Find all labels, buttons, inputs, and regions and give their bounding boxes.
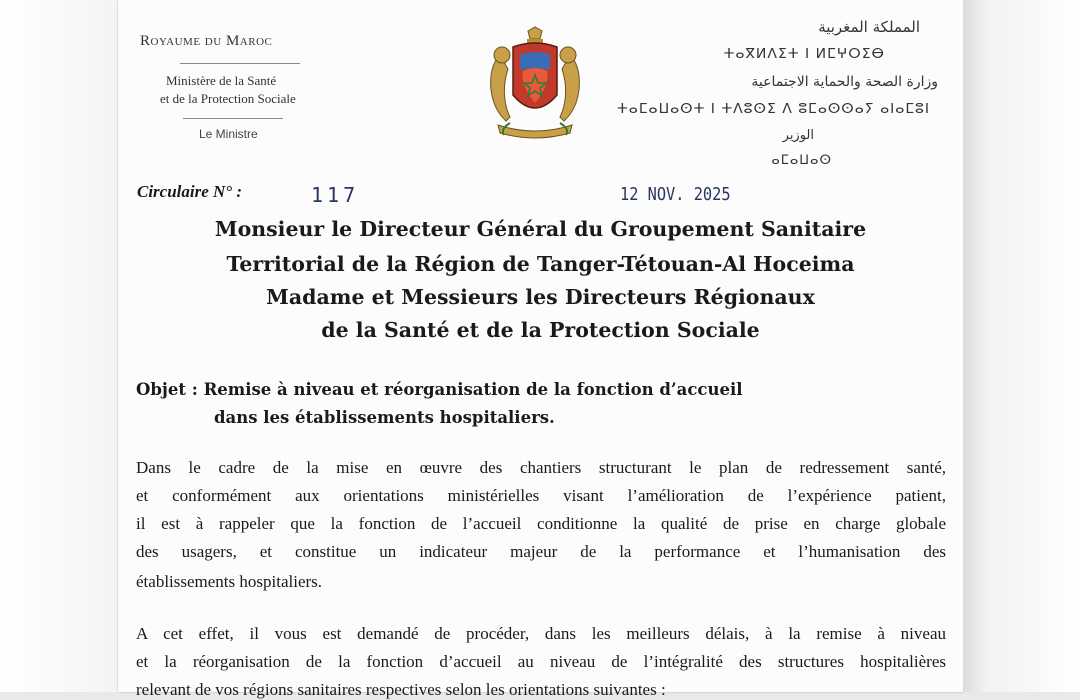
addressee-line: de la Santé et de la Protection Sociale (321, 318, 760, 342)
header-minister-ar: الوزير (782, 128, 814, 143)
body-text-line: et la réorganisation de la fonction d’accueil au niveau de l’intégralité des structures hospitalières (136, 652, 946, 671)
header-ministry-ar: وزارة الصحة والحماية الاجتماعية (751, 74, 938, 90)
royal-coat-of-arms-icon (480, 25, 590, 140)
object-line: Objet : Remise à niveau et réorganisation de la fonction d’accueil (136, 380, 743, 399)
addressee-line: Madame et Messieurs les Directeurs Régionaux (266, 285, 815, 309)
header-divider (180, 63, 300, 64)
addressee-line: Monsieur le Directeur Général du Groupement Sanitaire (214, 217, 867, 241)
body-text-line: établissements hospitaliers. (136, 572, 323, 591)
header-divider (183, 118, 283, 119)
header-minister-tifinagh: ⴰⵎⴰⵡⴰⵙ (771, 153, 832, 168)
object-line: dans les établissements hospitaliers. (214, 408, 555, 427)
circular-date-stamp: 12 NOV. 2025 (620, 184, 731, 205)
body-text-line: des usagers, et constitue un indicateur majeur de la performance et l’humanisation des (136, 542, 946, 561)
header-ministry-fr-line1: Ministère de la Santé (166, 73, 277, 88)
body-text-line: relevant de vos régions sanitaires respectives selon les orientations suivantes : (136, 680, 666, 699)
header-ministry-fr-line2: et de la Protection Sociale (160, 91, 296, 106)
circular-label: Circulaire N° : (137, 182, 243, 201)
header-ministry-tifinagh: ⵜⴰⵎⴰⵡⴰⵙⵜ ⵏ ⵜⴷⵓⵙⵉ ⴷ ⵓⵎⴰⵙⵙⴰⵢ ⴰⵏⴰⵎⵓⵏ (617, 101, 930, 117)
header-kingdom-tifinagh: ⵜⴰⴳⵍⴷⵉⵜ ⵏ ⵍⵎⵖⵔⵉⴱ (723, 46, 885, 62)
header-kingdom-fr: Royaume du Maroc (140, 33, 273, 49)
body-text-line: A cet effet, il vous est demandé de procéder, dans les meilleurs délais, à la remise à niveau (136, 624, 946, 643)
body-text-line: il est à rappeler que la fonction de l’accueil conditionne la qualité de prise en charge globale (136, 514, 946, 533)
scan-left-margin (0, 0, 118, 692)
circular-number: 117 (311, 183, 360, 207)
header-kingdom-ar: المملكة المغربية (818, 18, 920, 36)
addressee-line: Territorial de la Région de Tanger-Tétouan-Al Hoceima (226, 252, 855, 276)
body-text-line: Dans le cadre de la mise en œuvre des chantiers structurant le plan de redressement santé, (136, 458, 946, 477)
scan-right-margin (963, 0, 1080, 692)
header-minister-fr: Le Ministre (199, 127, 258, 141)
body-text-line: et conformément aux orientations ministérielles visant l’amélioration de l’expérience patient, (136, 486, 946, 505)
